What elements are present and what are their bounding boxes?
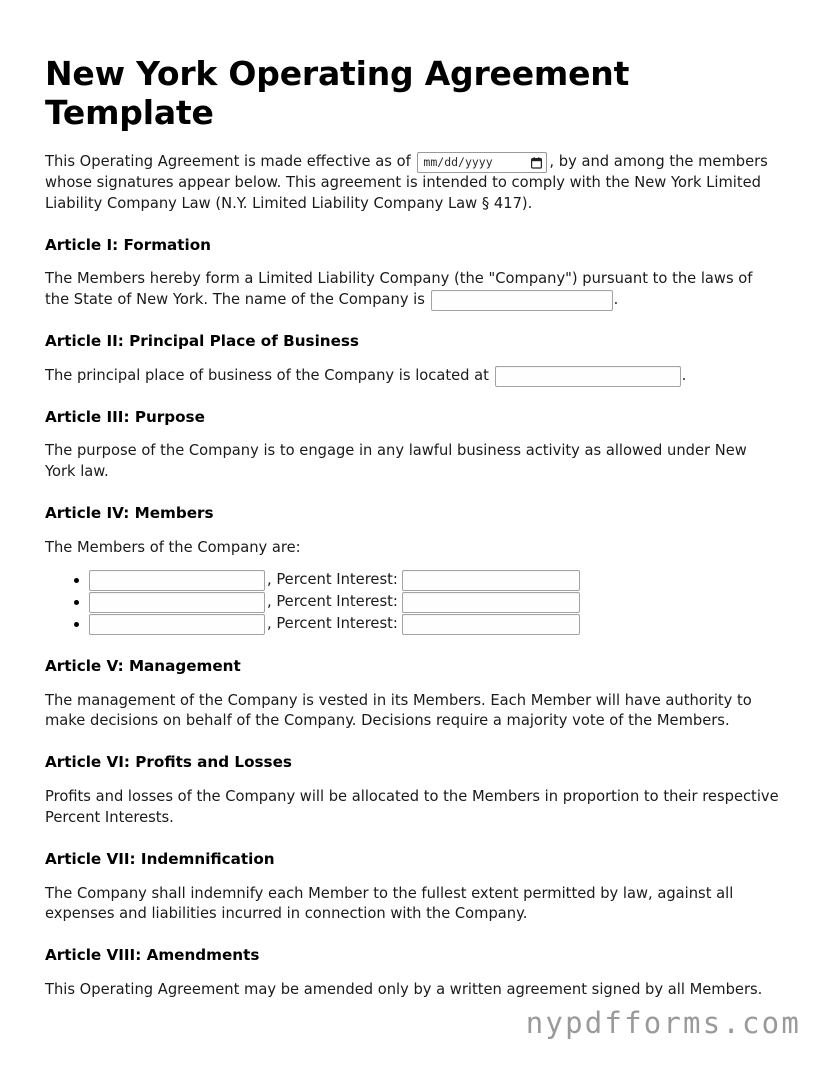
article-body-profits-losses: Profits and losses of the Company will be allocated to the Members in proportion to their respective Percent Interests. bbox=[45, 788, 779, 826]
principal-place-period: . bbox=[681, 366, 687, 384]
list-item bbox=[45, 614, 780, 636]
article-heading-amendments: Article VIII: Amendments bbox=[45, 946, 260, 965]
watermark: nypdfforms.com bbox=[525, 1006, 801, 1040]
percent-interest-label-1: , Percent Interest: bbox=[267, 571, 398, 589]
member-name-input-3[interactable] bbox=[89, 614, 265, 635]
principal-address-input[interactable] bbox=[495, 366, 681, 387]
article-body-formation bbox=[45, 255, 780, 311]
member-percent-input-3[interactable] bbox=[402, 614, 580, 635]
intro-paragraph bbox=[45, 133, 780, 215]
bullet-icon bbox=[74, 622, 79, 627]
member-name-input-1[interactable] bbox=[89, 570, 265, 591]
article-heading-principal-place: Article II: Principal Place of Business bbox=[45, 332, 359, 350]
effective-date-placeholder: mm/dd/yyyy bbox=[423, 154, 493, 169]
bullet-icon bbox=[74, 600, 79, 605]
percent-interest-label-2: , Percent Interest: bbox=[267, 593, 398, 611]
article-body-management: The management of the Company is vested in its Members. Each Member will have authority to make decisions on behalf of the Company. Decisions require a majority vote of the Members. bbox=[45, 691, 752, 730]
article-body-indemnification: The Company shall indemnify each Member to the fullest extent permitted by law, against all expenses and liabilities incurred in connection with the Company. bbox=[45, 884, 734, 923]
member-percent-input-1[interactable] bbox=[402, 570, 580, 591]
article-heading-members: Article IV: Members bbox=[45, 504, 214, 523]
article-heading-indemnification: Article VII: Indemnification bbox=[45, 849, 275, 868]
formation-period: . bbox=[613, 291, 619, 309]
calendar-icon[interactable] bbox=[531, 157, 542, 169]
member-name-input-2[interactable] bbox=[89, 592, 265, 613]
intro-text-before-date: This Operating Agreement is made effective as of bbox=[45, 152, 411, 170]
article-heading-purpose: Article III: Purpose bbox=[45, 407, 205, 426]
article-heading-management: Article V: Management bbox=[45, 656, 241, 675]
percent-interest-label-3: , Percent Interest: bbox=[267, 615, 398, 633]
member-percent-input-2[interactable] bbox=[402, 592, 580, 613]
members-list bbox=[45, 559, 780, 636]
bullet-icon bbox=[74, 578, 79, 583]
document-page bbox=[45, 0, 780, 1001]
article-body-members: The Members of the Company are: bbox=[45, 538, 301, 556]
article-body-principal-place bbox=[45, 352, 780, 387]
list-item bbox=[45, 592, 780, 614]
article-body-amendments: This Operating Agreement may be amended only by a written agreement signed by all Members. bbox=[45, 981, 763, 998]
company-name-input[interactable] bbox=[431, 290, 613, 311]
intro-text-after-date: , by and among the members whose signatures appear below. This agreement is intended to comply with the New York Limited Liability Company Law (N.Y. Limited Liability Company Law § 417). bbox=[45, 152, 768, 212]
article-heading-profits-losses: Article VI: Profits and Losses bbox=[45, 753, 292, 772]
formation-text: The Members hereby form a Limited Liability Company (the "Company") pursuant to the laws of the State of New York. The name of the Company is bbox=[45, 270, 753, 309]
page-title: New York Operating Agreement Template bbox=[45, 54, 630, 132]
article-heading-formation: Article I: Formation bbox=[45, 235, 211, 254]
article-body-purpose: The purpose of the Company is to engage in any lawful business activity as allowed under New York law. bbox=[45, 442, 747, 481]
effective-date-input[interactable] bbox=[417, 152, 547, 173]
principal-place-text: The principal place of business of the Company is located at bbox=[45, 366, 489, 384]
list-item bbox=[45, 570, 780, 592]
